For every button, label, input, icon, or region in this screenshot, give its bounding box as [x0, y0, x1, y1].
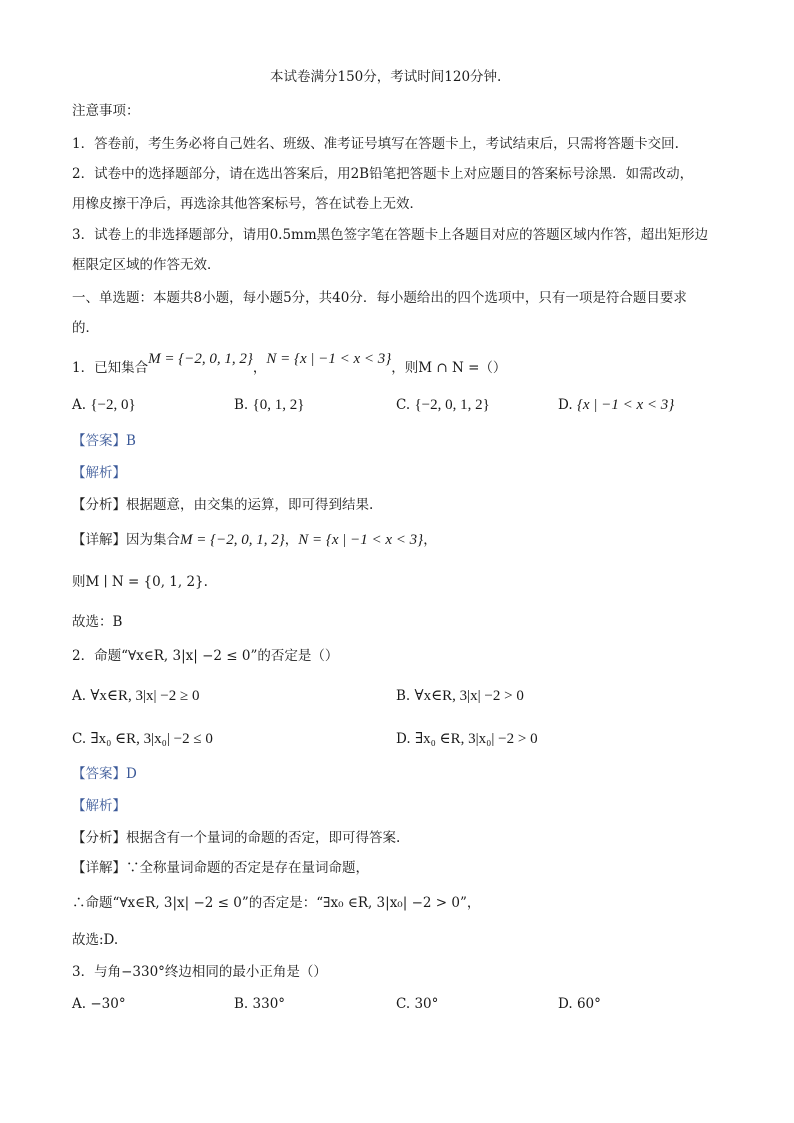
q1-option-b[interactable] — [234, 395, 304, 415]
q3-option-b[interactable] — [234, 994, 285, 1014]
q1-detail-mid: ， — [284, 532, 299, 548]
note-2-cont: 用橡皮擦干净后，再选涂其他答案标号，答在试卷上无效． — [72, 196, 423, 212]
option-text: ∃x₀ ∈R, 3|x₀| −2 ≤ 0 — [90, 731, 213, 747]
q1-option-c[interactable] — [396, 395, 490, 415]
q1-stem-suffix: ，则M ∩ N =（） — [391, 360, 507, 376]
q2-therefore: ∴命题“∀x∈R, 3|x| −2 ≤ 0”的否定是：“∃x₀ ∈R, 3|x₀| −2 > 0”， — [72, 895, 481, 911]
q1-option-a[interactable] — [72, 395, 136, 415]
q1-analysis-heading: 【解析】 — [72, 465, 126, 481]
option-label: C. — [396, 397, 411, 413]
option-text: ∀x∈R, 3|x| −2 ≥ 0 — [90, 688, 200, 704]
section-heading: 一、单选题：本题共8小题，每小题5分，共40分．每小题给出的四个选项中，只有一项是符合题目要求 — [72, 290, 687, 306]
option-text: 30° — [414, 996, 439, 1012]
option-label: D. — [396, 731, 411, 747]
q3-option-a[interactable] — [72, 994, 126, 1014]
q2-choice: 故选:D. — [72, 932, 119, 948]
option-label: A. — [72, 397, 87, 413]
q1-detail-end: ， — [423, 532, 437, 548]
q3-option-d[interactable] — [558, 994, 601, 1014]
q1-answer: 【答案】B — [72, 433, 136, 449]
q3-stem: 3．与角−330°终边相同的最小正角是（） — [72, 964, 327, 980]
option-label: C. — [396, 996, 411, 1012]
option-text: −30° — [90, 996, 126, 1012]
q2-stem: 2．命题“∀x∈R, 3|x| −2 ≤ 0”的否定是（） — [72, 648, 339, 664]
option-label: D. — [558, 996, 573, 1012]
q1-detail — [72, 530, 437, 550]
option-label: A. — [72, 688, 87, 704]
option-text: 330° — [252, 996, 286, 1012]
q1-choice: 故选：B — [72, 614, 123, 630]
q2-detail: 【详解】∵全称量词命题的否定是存在量词命题， — [72, 860, 369, 876]
q2-analysis-heading: 【解析】 — [72, 798, 126, 814]
option-text: {0, 1, 2} — [252, 397, 305, 413]
q1-detail-set-m: M = {−2, 0, 1, 2} — [180, 532, 285, 548]
option-label: B. — [234, 996, 249, 1012]
q1-comma: ， — [252, 360, 267, 376]
q1-stem — [72, 351, 507, 378]
option-label: D. — [558, 397, 573, 413]
option-text: 60° — [576, 996, 601, 1012]
q2-option-c[interactable] — [72, 729, 213, 749]
note-2: 2．试卷中的选择题部分，请在选出答案后，用2B铅笔把答题卡上对应题目的答案标号涂黑．如需改动， — [72, 166, 694, 182]
notes-title: 注意事项： — [72, 103, 140, 119]
q1-option-d[interactable] — [558, 395, 674, 415]
option-text: {−2, 0, 1, 2} — [414, 397, 490, 413]
option-text: {−2, 0} — [90, 397, 136, 413]
option-label: B. — [396, 688, 411, 704]
q2-option-d[interactable] — [396, 729, 538, 749]
option-label: B. — [234, 397, 249, 413]
q2-option-a[interactable] — [72, 686, 199, 706]
q1-detail-prefix: 【详解】因为集合 — [72, 532, 180, 548]
q1-result: 则M ∣ N = {0, 1, 2}. — [72, 574, 208, 590]
q1-stem-prefix: 1．已知集合 — [72, 360, 149, 376]
note-3: 3．试卷上的非选择题部分，请用0.5mm黑色签字笔在答题卡上各题目对应的答题区域内作答，超出矩形边 — [72, 227, 709, 243]
q1-fenxi: 【分析】根据题意，由交集的运算，即可得到结果. — [72, 497, 374, 513]
q3-option-c[interactable] — [396, 994, 438, 1014]
q1-set-n: N = {x | −1 < x < 3} — [266, 351, 392, 367]
page-header: 本试卷满分150分，考试时间120分钟. — [270, 69, 502, 85]
note-1: 1．答卷前，考生务必将自己姓名、班级、准考证号填写在答题卡上，考试结束后，只需将答题卡交回. — [72, 136, 679, 152]
section-heading-cont: 的． — [72, 320, 99, 336]
option-label: C. — [72, 731, 87, 747]
q2-option-b[interactable] — [396, 686, 524, 706]
q2-answer: 【答案】D — [72, 766, 137, 782]
option-label: A. — [72, 996, 87, 1012]
option-text: ∀x∈R, 3|x| −2 > 0 — [414, 688, 524, 704]
q1-set-m: M = {−2, 0, 1, 2} — [148, 351, 253, 367]
q2-fenxi: 【分析】根据含有一个量词的命题的否定，即可得答案. — [72, 830, 401, 846]
note-3-cont: 框限定区域的作答无效． — [72, 257, 221, 273]
q1-detail-set-n: N = {x | −1 < x < 3} — [298, 532, 424, 548]
option-text: {x | −1 < x < 3} — [576, 397, 675, 413]
option-text: ∃x₀ ∈R, 3|x₀| −2 > 0 — [414, 731, 538, 747]
